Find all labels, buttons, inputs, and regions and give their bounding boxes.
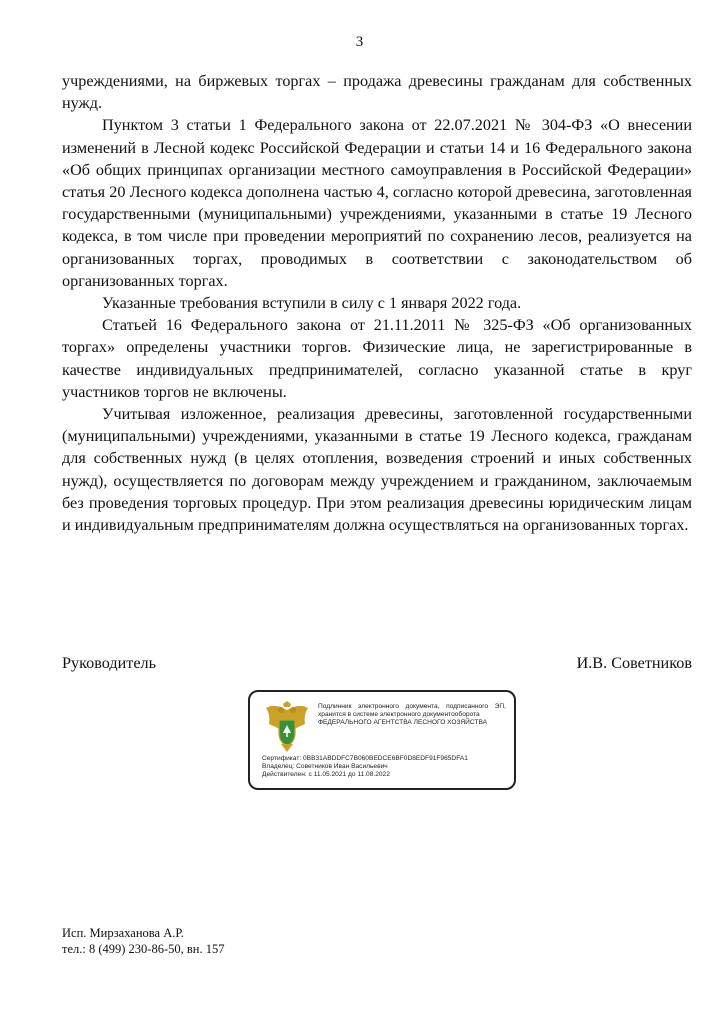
stamp-certificate: Сертификат: 0BB31ABDDFC7B060BEDCE6BF0D8EDF91F965DFA1 bbox=[262, 755, 468, 762]
stamp-owner: Владелец: Советников Иван Васильевич bbox=[262, 763, 388, 770]
executor-phone: тел.: 8 (499) 230-86-50, вн. 157 bbox=[62, 942, 225, 956]
letter-body bbox=[62, 70, 692, 536]
page-number: 3 bbox=[355, 34, 364, 50]
stamp-validity: Действителен: с 11.05.2021 до 11.08.2022 bbox=[262, 771, 390, 778]
electronic-signature-stamp bbox=[248, 690, 516, 790]
stamp-intro: Подлинник электронного документа, подписанного ЭП, хранится в системе электронного документооборота bbox=[318, 703, 506, 718]
executor-footer bbox=[62, 925, 224, 957]
paragraph-effective-date: Указанные требования вступили в силу с 1 января 2022 года. bbox=[102, 294, 522, 313]
signer-name: И.В. Советников bbox=[576, 654, 692, 672]
paragraph-conclusion: Учитывая изложенное, реализация древесины, заготовленной государственными (муниципальными) учреждениями, указанными в статье 19 Лесного кодекса, гражданам для собственных нужд (в целях отопления, возведения строений и иных собственных нужд), осуществляется по договорам между учреждением и гражданином, заключаемым без проведения торговых процедур. При этом реализация древесины юридическим лицам и индивидуальным предпринимателям должна осуществляться на организованных торгах. bbox=[62, 405, 692, 535]
stamp-agency: ФЕДЕРАЛЬНОГО АГЕНТСТВА ЛЕСНОГО ХОЗЯЙСТВА bbox=[318, 719, 488, 726]
signature-row bbox=[62, 654, 692, 673]
paragraph-law-304: Пунктом 3 статьи 1 Федерального закона от 22.07.2021 № 304-ФЗ «О внесении изменений в Лесной кодекс Российской Федерации и статьи 14 и 16 Федерального закона «Об общих принципах организации местного самоуправления в Российской Федерации» статья 20 Лесного кодекса дополнена частью 4, согласно которой древесина, заготовленная государственными (муниципальными) учреждениями, указанными в статье 19 Лесного кодекса, в том числе при проведении мероприятий по сохранению лесов, реализуется на организованных торгах, проводимых в соответствии с законодательством об организованных торгах. bbox=[62, 116, 692, 290]
paragraph-continuation: учреждениями, на биржевых торгах – продажа древесины гражданам для собственных нужд. bbox=[62, 72, 692, 113]
stamp-header bbox=[318, 703, 506, 727]
paragraph-law-325: Статьей 16 Федерального закона от 21.11.2011 № 325-ФЗ «Об организованных торгах» определены участники торгов. Физические лица, не зарегистрированные в качестве индивидуальных предпринимателей, согласно указанной статье в круг участников торгов не включены. bbox=[62, 316, 692, 401]
double-headed-eagle-emblem-icon bbox=[264, 700, 310, 754]
executor-name: Исп. Мирзаханова А.Р. bbox=[62, 926, 184, 940]
stamp-details bbox=[262, 755, 510, 779]
signer-title: Руководитель bbox=[62, 654, 157, 672]
